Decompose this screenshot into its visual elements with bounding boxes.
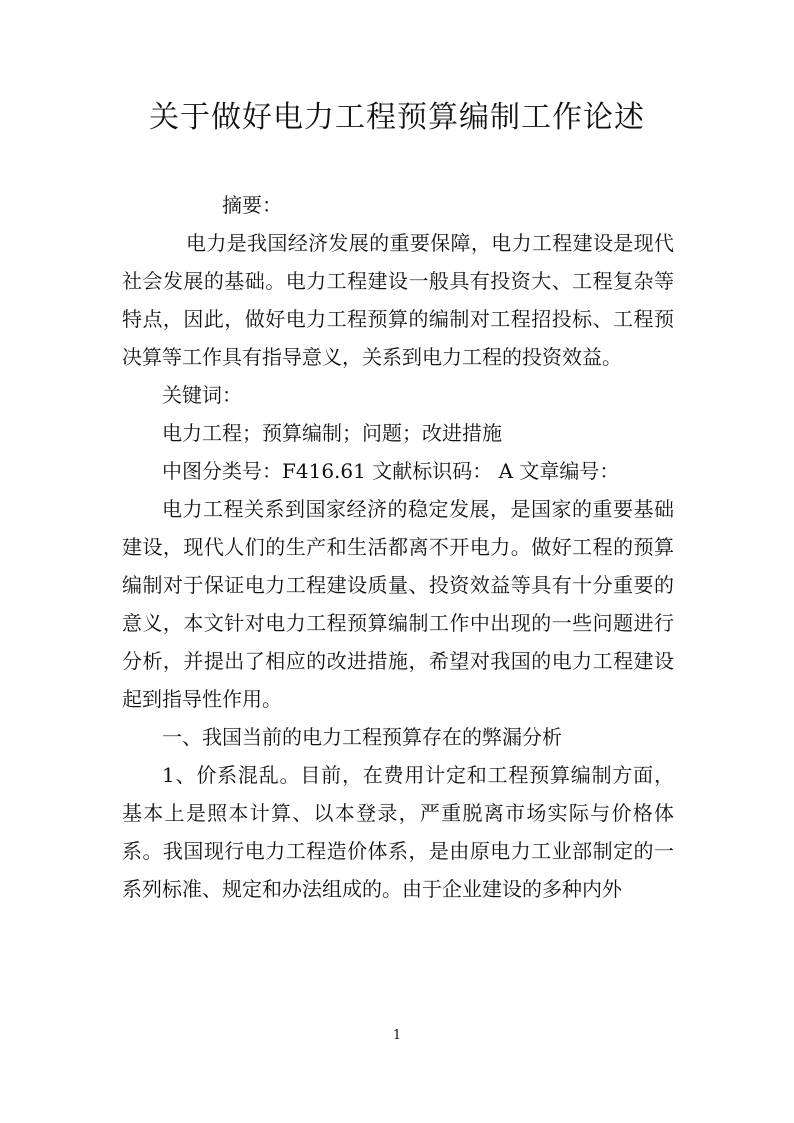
page-number: 1 [392,1028,402,1043]
page-title: 关于做好电力工程预算编制工作论述 [149,100,645,135]
section-paragraph: 1、价系混乱。目前，在费用计定和工程预算编制方面，基本上是照本计算、以本登录，严重脱离市场实际与价格体系。我国现行电力工程造价体系，是由原电力工业部制定的一系列标准、规定和办法组成的。由于企业建设的多种内外 [122,763,674,901]
abstract-label: 摘要： [222,193,282,217]
document-body [122,186,674,908]
intro-paragraph: 电力工程关系到国家经济的稳定发展，是国家的重要基础建设，现代人们的生产和生活都离不开电力。做好工程的预算编制对于保证电力工程建设质量、投资效益等具有十分重要的意义，本文针对电力工程预算编制工作中出现的一些问题进行分析，并提出了相应的改进措施，希望对我国的电力工程建设起到指导性作用。 [122,497,674,711]
keywords-label: 关键词： [162,383,242,407]
abstract-text: 电力是我国经济发展的重要保障，电力工程建设是现代社会发展的基础。电力工程建设一般具有投资大、工程复杂等特点，因此，做好电力工程预算的编制对工程招投标、工程预决算等工作具有指导意义，关系到电力工程的投资效益。 [122,231,674,369]
classification-line: 中图分类号：F416.61 文献标识码： A 文章编号： [162,459,620,483]
keywords-text: 电力工程；预算编制；问题；改进措施 [162,421,502,445]
section-heading: 一、我国当前的电力工程预算存在的弊漏分析 [162,725,562,749]
